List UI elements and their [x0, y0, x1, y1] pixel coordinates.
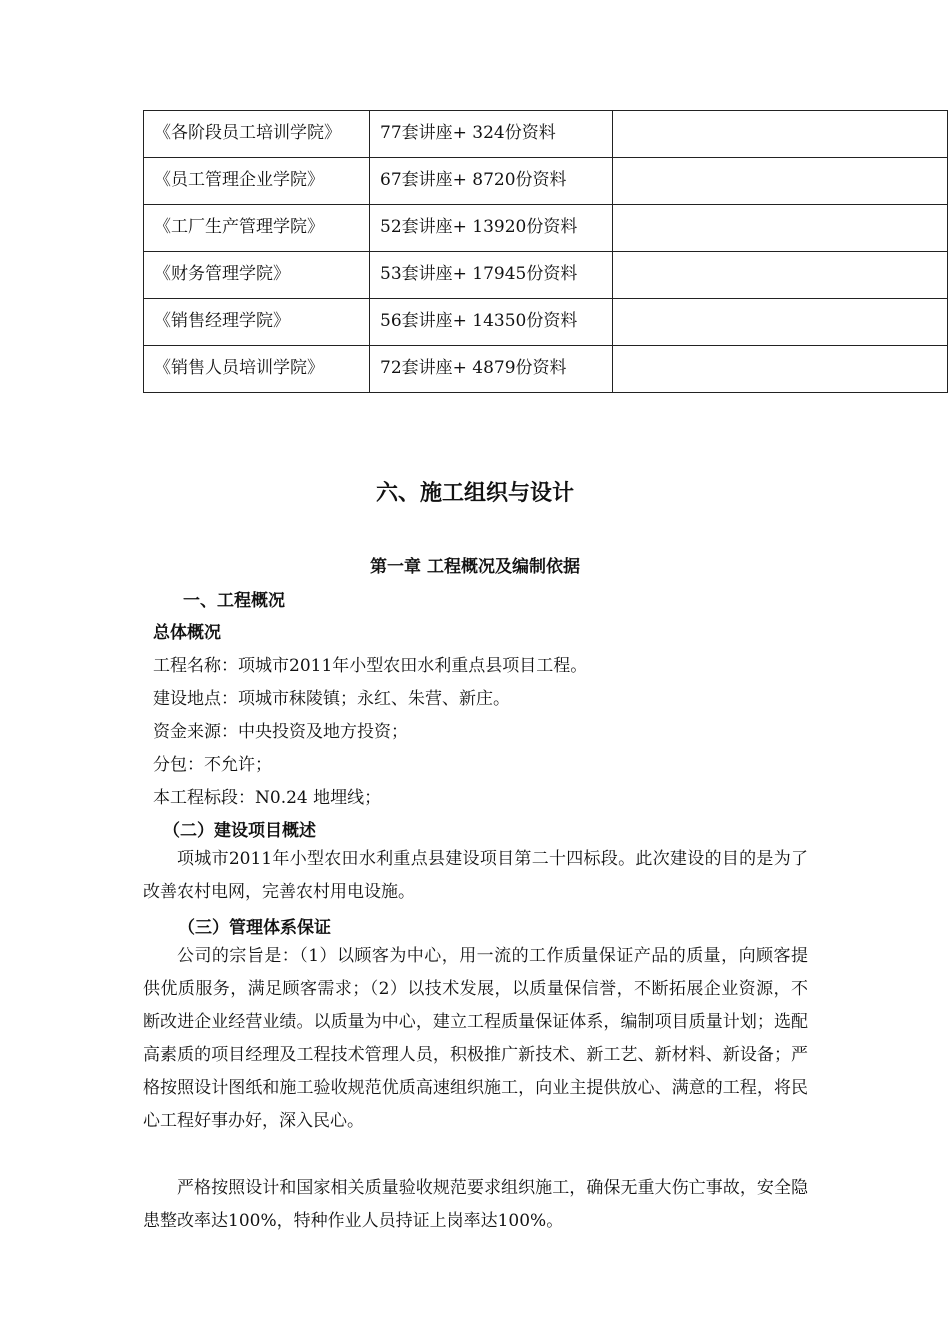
- page-title: 六、施工组织与设计: [375, 481, 574, 506]
- chapter-heading: 第一章 工程概况及编制依据: [370, 557, 580, 577]
- table-cell-content: 77套讲座+ 324份资料: [370, 111, 613, 158]
- table-cell-content: 67套讲座+ 8720份资料: [370, 158, 613, 205]
- table-cell-content: 56套讲座+ 14350份资料: [370, 299, 613, 346]
- table-cell-name: 《销售人员培训学院》: [144, 346, 370, 393]
- subheading-overview: 总体概况: [153, 623, 221, 643]
- section-heading-3: （三）管理体系保证: [178, 918, 331, 938]
- paragraph-company-purpose: 公司的宗旨是：（1）以顾客为中心，用一流的工作质量保证产品的质量，向顾客提供优质服务，满足顾客需求；（2）以技术发展，以质量保信誉，不断拓展企业资源，不断改进企业经营业绩。以质量为中心，建立工程质量保证体系，编制项目质量计划；选配高素质的项目经理及工程技术管理人员，积极推广新技术、新工艺、新材料、新设备；严格按照设计图纸和施工验收规范优质高速组织施工，向业主提供放心、满意的工程，将民心工程好事办好，深入民心。: [143, 946, 808, 1131]
- table-cell-name: 《工厂生产管理学院》: [144, 205, 370, 252]
- section-heading-1: 一、工程概况: [183, 591, 285, 611]
- table-row: [144, 205, 948, 252]
- resource-table: [143, 110, 948, 393]
- table-cell-content: 52套讲座+ 13920份资料: [370, 205, 613, 252]
- table-cell-note: [613, 111, 948, 158]
- table-row: [144, 299, 948, 346]
- overview-line: 本工程标段：N0.24 地埋线；: [153, 788, 382, 808]
- table-cell-note: [613, 158, 948, 205]
- paragraph-project-summary: 项城市2011年小型农田水利重点县建设项目第二十四标段。此次建设的目的是为了改善农村电网，完善农村用电设施。: [143, 849, 808, 902]
- table-row: [144, 252, 948, 299]
- table-cell-name: 《财务管理学院》: [144, 252, 370, 299]
- table-cell-note: [613, 252, 948, 299]
- overview-line: 建设地点：项城市秣陵镇；永红、朱营、新庄。: [153, 689, 510, 709]
- table-cell-name: 《销售经理学院》: [144, 299, 370, 346]
- table-cell-name: 《员工管理企业学院》: [144, 158, 370, 205]
- table-cell-note: [613, 205, 948, 252]
- table-cell-content: 53套讲座+ 17945份资料: [370, 252, 613, 299]
- table-row: [144, 158, 948, 205]
- overview-line: 工程名称：项城市2011年小型农田水利重点县项目工程。: [153, 656, 588, 676]
- overview-line: 资金来源：中央投资及地方投资；: [153, 722, 408, 742]
- overview-line: 分包：不允许；: [153, 755, 272, 775]
- paragraph-safety-commitment: 严格按照设计和国家相关质量验收规范要求组织施工，确保无重大伤亡事故，安全隐患整改率达100%，特种作业人员持证上岗率达100%。: [143, 1178, 808, 1231]
- table-cell-note: [613, 299, 948, 346]
- table-cell-note: [613, 346, 948, 393]
- section-heading-2: （二）建设项目概述: [163, 821, 316, 841]
- table-cell-name: 《各阶段员工培训学院》: [144, 111, 370, 158]
- table-row: [144, 111, 948, 158]
- table-cell-content: 72套讲座+ 4879份资料: [370, 346, 613, 393]
- table-row: [144, 346, 948, 393]
